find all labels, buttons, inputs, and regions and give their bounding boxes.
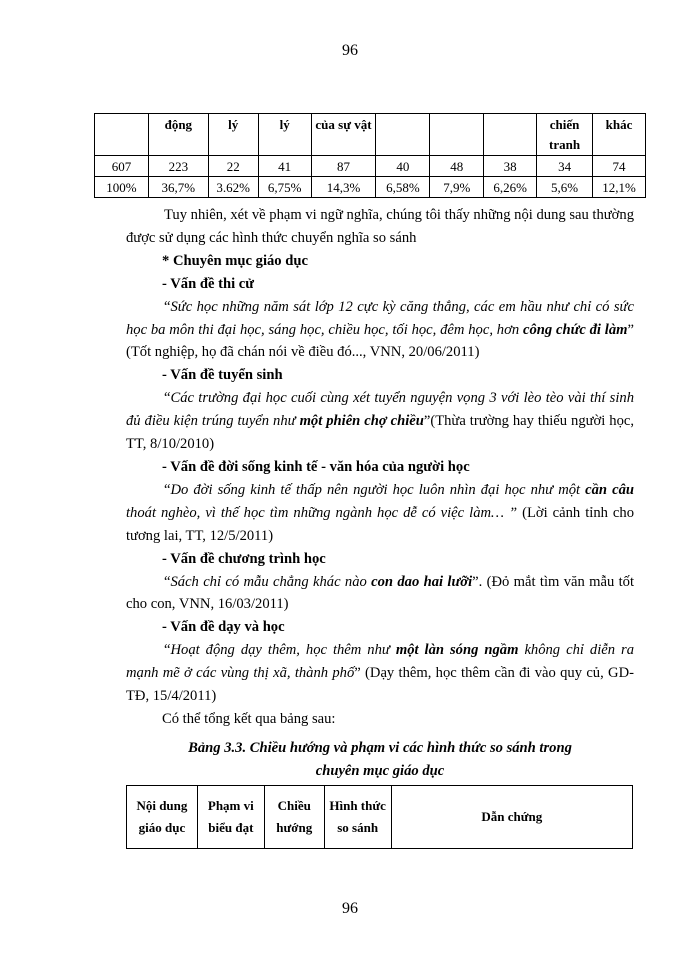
quote-text: Sách chỉ có mẫu chẳng khác nào <box>170 573 372 590</box>
table-header-cell: Phạm vi biểu đạt <box>197 786 264 849</box>
table-caption <box>126 737 634 783</box>
table-cell: 74 <box>593 156 646 177</box>
table-cell <box>484 114 537 156</box>
quote-open: “ <box>164 298 171 315</box>
table-cell: 87 <box>311 156 376 177</box>
item-heading: - Vấn đề thi cử <box>162 275 255 292</box>
table-header-cell: Nội dung giáo dục <box>127 786 198 849</box>
quote-open: “ <box>164 390 171 407</box>
item-heading: - Vấn đề đời sống kinh tế - văn hóa của người học <box>162 458 470 475</box>
table-cell: lý <box>258 114 311 156</box>
quote-open: “ <box>164 573 171 590</box>
quote-paragraph <box>126 571 634 617</box>
quote-text: Sức học những năm sát lớp 12 cực kỳ căng thẳng, các em hầu như chỉ có sức học ba môn thi đại học, sáng học, chiều học, tối học, đêm học, hơn <box>126 298 634 338</box>
quote-text-continued: không chỉ diễn ra mạnh mẽ ở các vùng thị xã, thành phố <box>126 642 634 682</box>
table-cell: 34 <box>537 156 593 177</box>
table-cell: 22 <box>208 156 258 177</box>
table-cell: 40 <box>376 156 430 177</box>
page-number-top: 96 <box>342 42 358 59</box>
table-cell: 6,75% <box>258 177 311 198</box>
table-row <box>95 177 646 198</box>
table-cell: 14,3% <box>311 177 376 198</box>
table-cell: động <box>148 114 208 156</box>
quote-highlight: cần câu <box>585 481 634 498</box>
table-cell: 12,1% <box>593 177 646 198</box>
quote-highlight: công chức đi làm <box>523 321 628 338</box>
table-cell: 223 <box>148 156 208 177</box>
quote-highlight: con dao hai lưỡi <box>371 573 473 590</box>
quote-paragraph <box>126 479 634 548</box>
table-header-cell: Dẫn chứng <box>391 786 632 849</box>
quote-close: ” <box>354 665 361 682</box>
table-row <box>95 156 646 177</box>
table-cell: chiến tranh <box>537 114 593 156</box>
table-cell: 7,9% <box>430 177 484 198</box>
quote-source: . (Đỏ mắt tìm văn mẫu tốt cho con, VNN, 16/03/2011) <box>126 573 634 613</box>
table-cell: 36,7% <box>148 177 208 198</box>
table-cell: 41 <box>258 156 311 177</box>
intro-paragraph: Tuy nhiên, xét về phạm vi ngữ nghĩa, chúng tôi thấy những nội dung sau thường được sử dụng các hình thức chuyển nghĩa so sánh <box>126 207 634 246</box>
quote-close: ” <box>627 321 634 338</box>
table-cell: của sự vật <box>311 114 376 156</box>
item-heading: - Vấn đề dạy và học <box>162 619 285 636</box>
quote-text-continued: thoát nghèo, vì thế học tìm những ngành học dễ có việc làm… ” <box>126 504 518 521</box>
table-cell: 38 <box>484 156 537 177</box>
table-cell: 607 <box>95 156 149 177</box>
caption-line: chuyên mục giáo dục <box>315 763 445 779</box>
table-cell: lý <box>208 114 258 156</box>
quote-source: (Tốt nghiệp, họ đã chán nói về điều đó..., VNN, 20/06/2011) <box>126 344 480 361</box>
table-cell: khác <box>593 114 646 156</box>
table-header-cell: Hình thức so sánh <box>324 786 391 849</box>
body-text <box>126 204 634 731</box>
quote-open: “ <box>164 481 171 498</box>
quote-close: ” <box>423 413 431 430</box>
quote-highlight: một làn sóng ngầm <box>395 642 519 659</box>
table-cell: 48 <box>430 156 484 177</box>
section-heading: * Chuyên mục giáo dục <box>162 252 308 269</box>
quote-source: (Lời cảnh tỉnh cho tương lai, TT, 12/5/2011) <box>126 504 634 544</box>
page-number-bottom: 96 <box>342 900 358 917</box>
quote-paragraph <box>126 639 634 708</box>
table-cell: 6,58% <box>376 177 430 198</box>
table-cell: 6,26% <box>484 177 537 198</box>
quote-paragraph <box>126 387 634 456</box>
quote-paragraph <box>126 296 634 365</box>
quote-open: “ <box>164 642 171 659</box>
quote-highlight: một phiên chợ chiều <box>299 413 424 430</box>
item-heading: - Vấn đề chương trình học <box>162 550 326 567</box>
table-header-row <box>95 114 646 156</box>
quote-text: Các trường đại học cuối cùng xét tuyển nguyện vọng 3 với lèo tèo vài thí sinh đủ điều kiện trúng tuyển như <box>126 390 634 430</box>
statistics-table <box>94 113 646 198</box>
quote-text: Hoạt động dạy thêm, học thêm như <box>170 642 396 659</box>
quote-source: (Dạy thêm, học thêm cần đi vào quy củ, GD-TĐ, 15/4/2011) <box>126 665 634 705</box>
table-cell: 100% <box>95 177 149 198</box>
quote-close: ” <box>472 573 479 590</box>
conclusion-paragraph: Có thể tổng kết qua bảng sau: <box>162 710 336 727</box>
summary-table <box>126 785 633 849</box>
table-cell: 3.62% <box>208 177 258 198</box>
item-heading: - Vấn đề tuyển sinh <box>162 367 283 384</box>
table-cell <box>376 114 430 156</box>
table-header-cell: Chiều hướng <box>264 786 324 849</box>
caption-line: Bảng 3.3. Chiều hướng và phạm vi các hình thức so sánh trong <box>188 740 572 756</box>
quote-source: (Thừa trường hay thiếu người học, TT, 8/10/2010) <box>126 413 634 453</box>
table-cell <box>430 114 484 156</box>
table-cell: 5,6% <box>537 177 593 198</box>
table-header-row <box>127 786 633 849</box>
table-cell <box>95 114 149 156</box>
quote-text: Do đời sống kinh tế thấp nên người học luôn nhìn đại học như một <box>170 481 586 498</box>
